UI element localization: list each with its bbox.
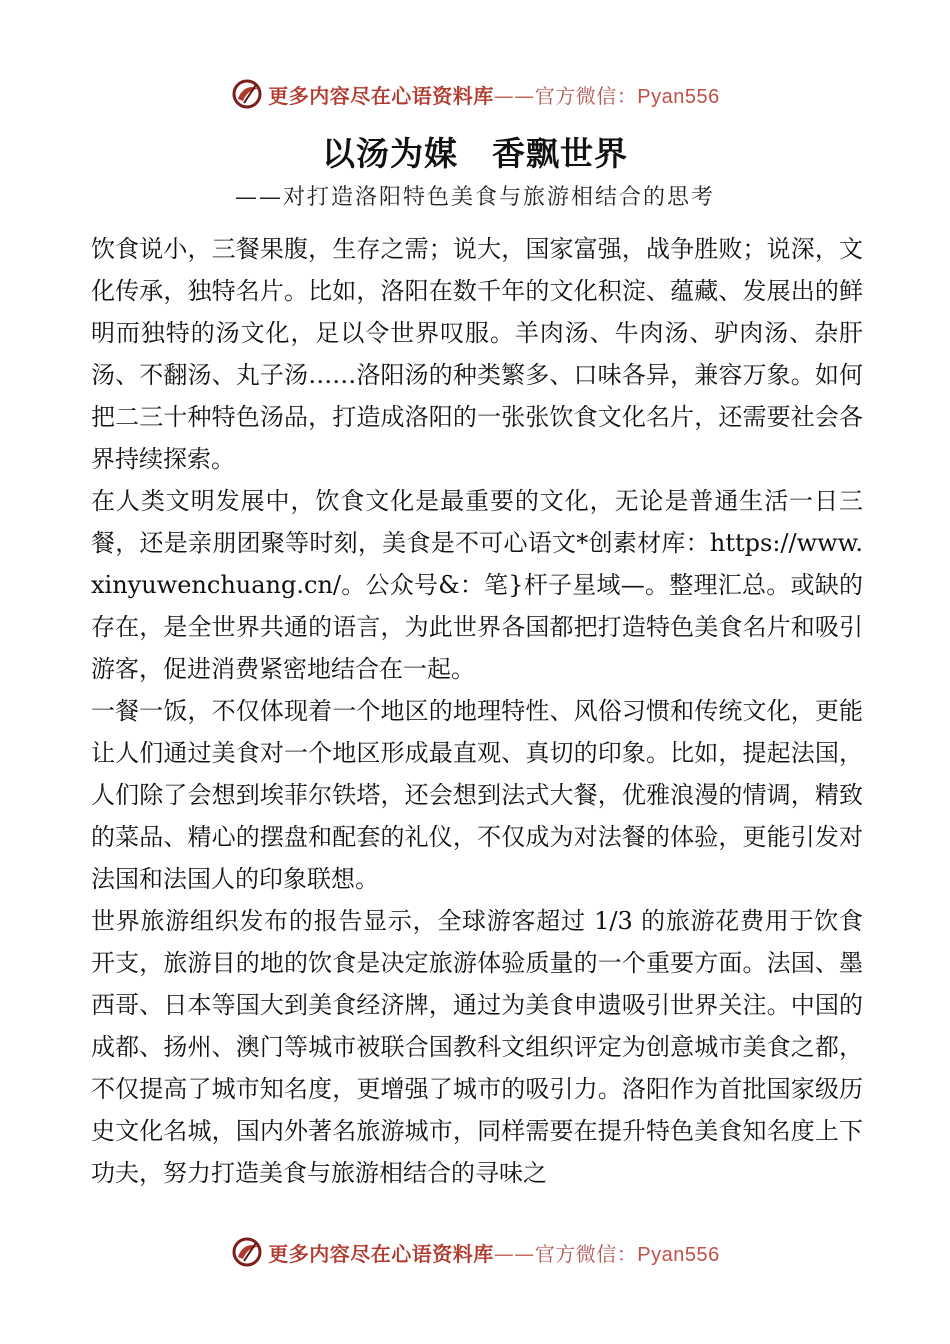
paragraph-3: 一餐一饭，不仅体现着一个地区的地理特性、风俗习惯和传统文化，更能让人们通过美食对一个地区形成最直观、真切的印象。比如，提起法国，人们除了会想到埃菲尔铁塔，还会想到法式大餐，优雅浪漫的情调，精致的菜品、精心的摆盘和配套的礼仪，不仅成为对法餐的体验，更能引发对法国和法国人的印象联想。 (91, 697, 863, 893)
banner-official-label: 官方微信： (534, 83, 638, 108)
page-subtitle: ——对打造洛阳特色美食与旅游相结合的思考 (234, 185, 715, 210)
article-body (91, 228, 863, 1194)
logo-icon (230, 77, 264, 111)
banner-separator: —— (493, 83, 535, 108)
footer-banner-separator: —— (493, 1241, 535, 1266)
logo-icon (230, 1235, 264, 1269)
footer-banner-official-label: 官方微信： (534, 1241, 638, 1266)
footer-banner (0, 1232, 950, 1272)
page-title: 以汤为媒 香飘世界 (322, 134, 628, 173)
paragraph-1: 饮食说小，三餐果腹，生存之需；说大，国家富强，战争胜败；说深，文化传承，独特名片。比如，洛阳在数千年的文化积淀、蕴藏、发展出的鲜明而独特的汤文化，足以令世界叹服。羊肉汤、牛肉汤、驴肉汤、杂肝汤、不翻汤、丸子汤……洛阳汤的种类繁多、口味各异，兼容万象。如何把二三十种特色汤品，打造成洛阳的一张张饮食文化名片，还需要社会各界持续探索。 (91, 235, 863, 473)
banner-wechat-id: Pyan556 (637, 85, 720, 108)
footer-banner-text (268, 1238, 719, 1267)
footer-banner-main-text: 更多内容尽在心语资料库 (268, 1241, 494, 1266)
banner-main-text: 更多内容尽在心语资料库 (268, 83, 494, 108)
banner-text (268, 80, 719, 109)
header-banner (0, 74, 950, 114)
footer-banner-wechat-id: Pyan556 (637, 1243, 720, 1266)
paragraph-4: 世界旅游组织发布的报告显示，全球游客超过 1/3 的旅游花费用于饮食开支，旅游目的地的饮食是决定旅游体验质量的一个重要方面。法国、墨西哥、日本等国大到美食经济牌，通过为美食申遗吸引世界关注。中国的成都、扬州、澳门等城市被联合国教科文组织评定为创意城市美食之都，不仅提高了城市知名度，更增强了城市的吸引力。洛阳作为首批国家级历史文化名城，国内外著名旅游城市，同样需要在提升特色美食知名度上下功夫，努力打造美食与旅游相结合的寻味之 (91, 907, 863, 1187)
paragraph-2: 在人类文明发展中，饮食文化是最重要的文化，无论是普通生活一日三餐，还是亲朋团聚等时刻，美食是不可心语文*创素材库：https://www.xinyuwenchuang.cn/。公众号&：笔}杆子星域—。整理汇总。或缺的存在，是全世界共通的语言，为此世界各国都把打造特色美食名片和吸引游客，促进消费紧密地结合在一起。 (91, 487, 863, 683)
